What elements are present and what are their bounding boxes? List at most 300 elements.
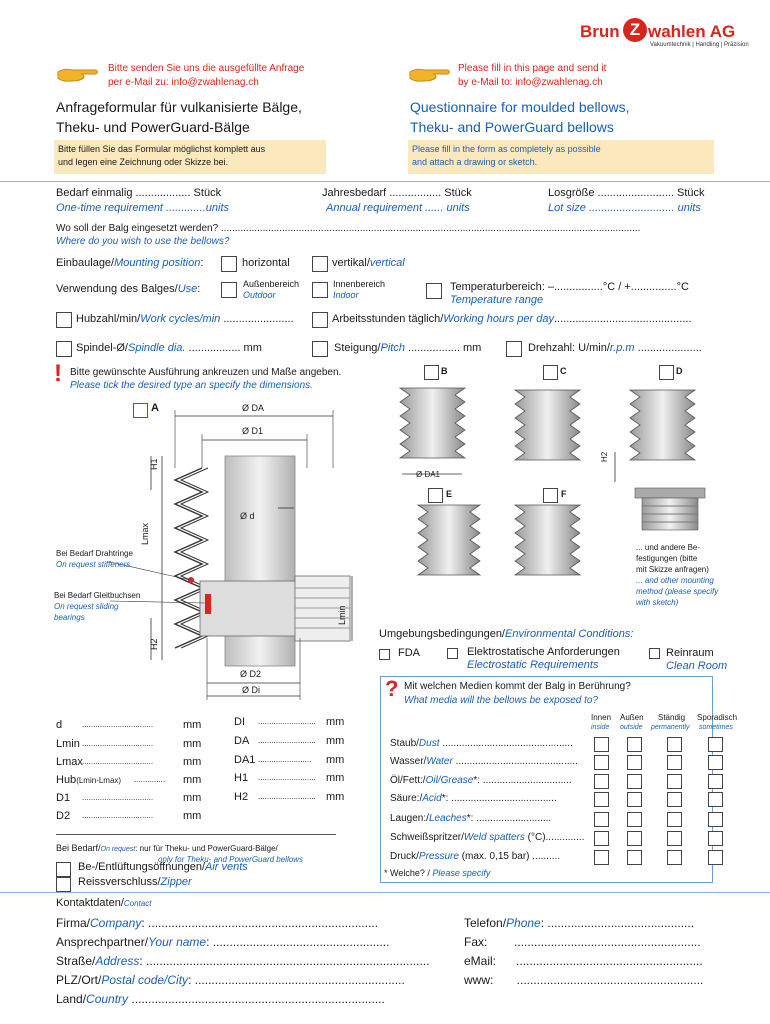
media-checkbox[interactable] [594,812,609,827]
label-de: Straße/ [56,954,96,968]
media-checkbox[interactable] [627,774,642,789]
dimension-key: D1 [56,792,71,804]
outdoor-label [243,279,299,301]
label-en: Spindle dia. [127,342,186,354]
label-de: Fax: [464,935,488,949]
dots: : ............................................................... [188,973,405,987]
bellows-e [418,505,480,575]
dimension-key: DA [234,735,250,747]
title-line-2: Theku- und PowerGuard-Bälge [56,119,250,135]
contact-field[interactable] [56,954,436,968]
dimension-key: d [56,719,63,731]
dimension-field[interactable] [56,756,206,768]
spindle-checkbox[interactable] [56,341,72,357]
label-de: Säure:/ [390,793,423,804]
label-de: Mit welchen Medien kommt der Balg in Berührung? [404,681,631,692]
label-de: Arbeitsstunden täglich/ [332,313,444,325]
vertical-label [332,257,405,269]
col-sometimes-de: Sporadisch [697,713,738,722]
dimension-key: H1 [234,772,249,784]
pointing-hand-icon [408,64,452,84]
dimension-field[interactable] [56,792,206,804]
temperature-checkbox[interactable] [426,283,442,299]
label-en: Electrostatic Requirements [467,659,599,671]
media-checkbox[interactable] [627,831,642,846]
dots: ........................................................ [493,973,704,987]
label-de: Be-/Entlüftungsöffnungen/ [78,861,206,873]
vertical-checkbox[interactable] [312,256,328,272]
colon: : [200,257,204,269]
label-de: Druck/ [390,851,419,862]
fda-label: FDA [398,647,420,659]
label-de: Jahresbedarf ................. Stück [322,187,472,199]
send-line-1: Please fill in this page and send it [458,63,607,74]
label-en: Country [86,992,129,1006]
note-de [54,140,326,174]
pitch-checkbox[interactable] [312,341,328,357]
fda-checkbox[interactable] [379,649,390,660]
label-en: Address [95,954,140,968]
note-en [408,140,714,174]
dimension-field[interactable] [234,772,354,784]
dimension-unit: mm [326,716,345,728]
label-de: Bedarf einmalig .................. Stück [56,187,222,199]
label-de: Bei Bedarf Drahtringe [56,549,133,558]
other-mounting-note [636,542,718,608]
col-permanent-de: Ständig [658,713,686,722]
label-en: Your name [148,935,207,949]
col-sometimes-en: sometimes [699,724,733,731]
label-de: Laugen:/ [390,813,429,824]
label-en: vertical [369,257,405,269]
label-en: Contact [123,899,152,908]
rest-de: : nur für Theku- und PowerGuard-Bälge/ [135,844,278,853]
label-de: Ansprechpartner/ [56,935,149,949]
media-checkbox[interactable] [708,812,723,827]
contact-field[interactable] [56,916,436,930]
contact-field[interactable] [56,992,436,1006]
dim-d2-label: Ø D2 [240,669,262,679]
type-a-label: A [151,402,159,414]
media-checkbox[interactable] [627,755,642,770]
note-line-1: Please fill in the form as completely as possible [412,144,601,154]
question-icon: ? [385,676,399,701]
label-de: Reissverschluss/ [78,876,161,888]
dimension-dots: ................................ [82,793,154,802]
dimension-dots: ................................ [82,739,154,748]
label-de: Wo soll der Balg eingesetzt werden? ....................................................................................................................................................... [56,223,641,234]
dots: ............................................ [452,756,578,767]
media-checkbox[interactable] [594,831,609,846]
dots: : ............................................ [540,916,695,930]
air-vents-label [78,861,248,873]
media-checkbox[interactable] [594,737,609,752]
label-en: Zipper [160,876,192,888]
media-checkbox[interactable] [708,755,723,770]
working-hours-field[interactable] [332,313,692,325]
dimension-dots: .......................... [258,717,316,726]
media-checkbox[interactable] [667,792,682,807]
label-en: Environmental Conditions: [505,628,634,640]
label-en: r.p.m [609,342,635,354]
label-en: Temperature range [450,294,544,306]
media-row [390,738,573,749]
dots: *: ...................................... [441,793,557,804]
dimension-dots: ................................ [82,720,154,729]
media-checkbox[interactable] [667,850,682,865]
label-de: Losgröße ......................... Stück [548,187,705,199]
dim-d1-label: Ø D1 [242,426,264,436]
label-de: Reinraum [666,647,714,659]
temperature-field[interactable] [450,281,689,307]
contact-field[interactable] [464,935,724,949]
label-de: Temperaturbereich: –................°C / +...............°C [450,281,689,293]
dimension-unit: mm [183,792,202,804]
mounting-label [56,257,203,269]
contact-field[interactable] [464,916,724,930]
bellows-b [400,388,465,474]
dimension-field[interactable] [234,716,354,728]
dimension-unit: mm [326,791,345,803]
lot-size-field[interactable] [548,186,705,216]
stiffeners-note [56,548,133,570]
media-checkbox[interactable] [708,850,723,865]
label-de: Bei Bedarf/ [56,843,101,853]
label-en: Water [426,756,453,767]
pitch-field[interactable] [334,342,481,354]
dots: : ..................................................... [206,935,390,949]
rpm-field[interactable] [528,342,702,354]
label-en: What media will the bellows be exposed to? [404,695,598,706]
rpm-checkbox[interactable] [506,341,522,357]
choose-type-note [70,366,341,392]
work-cycles-checkbox[interactable] [56,312,72,328]
dimension-field[interactable] [56,719,206,731]
title-line-2: Theku- and PowerGuard bellows [410,119,614,135]
colon: : [197,283,201,295]
label-en: Pressure [418,851,459,862]
label-de: Wasser/ [390,756,427,767]
label-en: On request [100,846,136,853]
bellows-f [515,505,580,575]
dots: ........................................................ [487,935,701,949]
media-row [390,851,560,862]
dimension-dots: ................................ [82,811,154,820]
media-row [390,756,578,767]
dimension-field[interactable] [56,774,206,786]
label-de: Öl/Fett:/ [390,775,426,786]
col-inside-de: Innen [591,713,612,722]
dimension-field[interactable] [56,810,206,822]
indoor-checkbox[interactable] [312,282,328,298]
divider [56,834,336,835]
dimension-unit: mm [183,774,202,786]
label-de: Hubzahl/min/ [76,313,141,325]
label-de: Land/ [56,992,87,1006]
label-en: Acid [422,793,442,804]
page-title-de [56,97,302,137]
media-checkbox[interactable] [594,755,609,770]
label-en: Outdoor [243,290,276,300]
label-en: Dust [418,738,440,749]
label-de-3: mit Skizze anfragen) [636,565,709,574]
dim-h2-label: H2 [149,638,159,650]
label-de: vertikal/ [332,257,370,269]
label-de: * Welche? / [384,868,430,878]
label-en-3: with sketch) [636,598,679,607]
outdoor-checkbox[interactable] [221,282,237,298]
send-instructions-de [108,62,304,90]
air-vents-checkbox[interactable] [56,862,71,877]
dots: : ..................................................................... [141,916,379,930]
label-en: Please specify [432,868,491,878]
dimension-key: DI [234,716,245,728]
label-en: Company [90,916,142,930]
type-b-label: B [441,366,448,376]
label-de: Staub/ [390,738,419,749]
zipper-checkbox[interactable] [56,877,71,892]
label-de: Firma/ [56,916,90,930]
horizontal-label: horizontal [242,257,290,269]
dots: ........................................................ [496,954,703,968]
dots: (max. 0,15 bar) .......... [458,851,561,862]
zipper-label [78,876,192,888]
dots: ................. mm [404,342,482,354]
label-de: Bei Bedarf Gleitbuchsen [54,591,141,600]
type-c-label: C [560,366,567,376]
send-line-2: per e-Mail zu: info@zwahlenag.ch [108,77,259,88]
dim-h2-b-label: H2 [600,451,609,462]
contact-field[interactable] [56,973,436,987]
dimension-unit: mm [183,756,202,768]
type-e-label: E [446,489,453,499]
label-de: Drehzahl: U/min/ [528,342,610,354]
label-en: Weld spatters [463,832,525,843]
dimension-unit: mm [183,738,202,750]
dots: ....................... [220,313,294,325]
label-en-2: bearings [54,613,85,622]
logo-z-mark: Z [623,18,647,42]
media-checkbox[interactable] [627,737,642,752]
label-en: One-time requirement .............units [56,202,230,214]
dim-da-label: Ø DA [242,403,265,413]
logo-tagline: Vakuumtechnik | Handling | Präzision [650,42,749,48]
dimension-key: D2 [56,810,71,822]
dimension-key: H2 [234,791,249,803]
media-row [390,793,557,804]
logo-text-2: wahlen AG [648,22,736,41]
dimension-sub: (Lmin-Lmax) [76,776,122,785]
send-line-2: by e-Mail to: info@zwahlenag.ch [458,77,603,88]
dimension-key: Lmax [56,756,83,768]
label-de: Innenbereich [333,279,386,289]
title-line-1: Anfrageformular für vulkanisierte Bälge, [56,99,302,115]
label-en: Phone [506,916,541,930]
media-checkbox[interactable] [708,792,723,807]
working-hours-checkbox[interactable] [312,312,328,328]
one-time-field[interactable] [56,186,229,216]
media-row [390,775,572,786]
dimension-field[interactable] [234,735,354,747]
type-d-label: D [676,366,683,376]
env-title [379,628,633,640]
use-label [56,283,200,295]
media-checkbox[interactable] [667,831,682,846]
send-instructions-en [458,62,606,90]
label-en: Mounting position [114,257,201,269]
dots: ............................................................................ [128,992,385,1006]
label-en: Lot size ............................ units [548,202,701,214]
media-checkbox[interactable] [708,831,723,846]
dots: ................. mm [185,342,262,354]
contact-field[interactable] [464,954,724,968]
dimension-key: Hub [56,774,77,786]
media-checkbox[interactable] [594,774,609,789]
dimension-dots: .......................... [258,792,316,801]
media-checkbox[interactable] [627,812,642,827]
dimension-dots: ........................ [258,755,312,764]
cleanroom-label [666,647,727,673]
dots: *: ........................... [466,813,552,824]
media-question [404,680,631,708]
media-row [390,813,551,824]
label-en: Indoor [333,290,359,300]
esd-checkbox[interactable] [447,648,458,659]
label-en: Working hours per day [443,313,554,325]
indoor-label [333,279,385,301]
media-checkbox[interactable] [667,755,682,770]
dimension-field[interactable] [56,738,206,750]
dimension-field[interactable] [234,754,354,766]
contact-field[interactable] [464,973,724,987]
dimension-dots: .......................... [258,773,316,782]
dimension-unit: mm [183,719,202,731]
label-de: Bitte gewünschte Ausführung ankreuzen und Maße angeben. [70,367,342,378]
pointing-hand-icon [56,64,100,84]
sliding-bearings-note [54,590,140,623]
bellows-d [615,390,695,482]
note-line-2: and attach a drawing or sketch. [412,157,538,167]
type-f-label: F [561,489,567,499]
bellows-other [635,488,705,530]
label-en: Use [177,283,198,295]
col-outside-de: Außen [620,713,644,722]
dots: (°C).............. [524,832,585,843]
media-checkbox[interactable] [594,792,609,807]
label-en: Pitch [380,342,405,354]
spindle-field[interactable] [76,342,262,354]
media-checkbox[interactable] [667,812,682,827]
dimension-key: Lmin [56,738,80,750]
col-inside-en: inside [591,724,610,731]
dim-da1-label: Ø DA1 [416,470,441,479]
label-de: Einbaulage/ [56,257,115,269]
dimension-unit: mm [183,810,202,822]
media-checkbox[interactable] [627,850,642,865]
media-checkbox[interactable] [667,774,682,789]
dimension-dots: .......................... [258,736,316,745]
type-c-checkbox[interactable] [543,365,558,380]
dimension-key: DA1 [234,754,256,766]
label-en: Where do you wish to use the bellows? [56,236,230,247]
title-line-1: Questionnaire for moulded bellows, [410,99,630,115]
logo-text-1: Brun [580,22,620,41]
contact-title [56,897,151,909]
dots: : ..................................................................................... [139,954,430,968]
label-de: www: [464,973,494,987]
dim-d-label: Ø d [240,511,255,521]
label-de-1: ... und andere Be- [636,543,701,552]
dots: ............................................... [439,738,573,749]
dimension-unit: mm [326,772,345,784]
bellows-c [515,390,580,460]
rest-en: only for Theku- and PowerGuard bellows [158,855,303,864]
contact-field[interactable] [56,935,436,949]
label-de: Außenbereich [243,279,300,289]
divider [0,892,770,893]
label-de: Kontaktdaten/ [56,897,124,909]
dimension-dots: .............. [134,775,166,784]
media-checkbox[interactable] [708,737,723,752]
dimension-field[interactable] [234,791,354,803]
label-de: Elektrostatische Anforderungen [467,646,620,658]
label-en: Work cycles/min [140,313,221,325]
label-en: Postal code/City [101,973,189,987]
label-de: PLZ/Ort/ [56,973,102,987]
label-en-1: On request sliding [54,602,119,611]
where-field[interactable] [56,222,716,248]
dim-h1-label: H1 [149,458,159,470]
label-en-2: method (please specify [636,587,719,596]
label-de: Umgebungsbedingungen/ [379,628,505,640]
label-de: Schweißspritzer/ [390,832,464,843]
divider [0,181,770,182]
col-outside-en: outside [620,724,643,731]
media-checkbox[interactable] [667,737,682,752]
label-de: Telefon/ [464,916,507,930]
label-de: Verwendung des Balges/ [56,283,178,295]
label-en: Please tick the desired type an specify the dimensions. [70,380,313,391]
annual-field[interactable] [322,186,472,216]
label-en: Air vents [205,861,248,873]
label-en: On request stiffeners [56,560,131,569]
type-b-checkbox[interactable] [424,365,439,380]
media-checkbox[interactable] [594,850,609,865]
dimension-unit: mm [326,754,345,766]
page-title-en [410,97,629,137]
label-en: Clean Room [666,660,728,672]
media-checkbox[interactable] [627,792,642,807]
dimension-unit: mm [326,735,345,747]
work-cycles-field[interactable] [76,313,294,325]
cleanroom-checkbox[interactable] [649,648,660,659]
label-de: Spindel-Ø/ [76,342,128,354]
horizontal-checkbox[interactable] [221,256,237,272]
media-footnote [384,868,490,878]
media-checkbox[interactable] [708,774,723,789]
note-line-2: und legen eine Zeichnung oder Skizze bei. [58,157,229,167]
dots: ..................... [634,342,702,354]
label-en: Oil/Grease [425,775,474,786]
dim-lmax-label: Lmax [140,522,150,545]
logo [580,18,770,54]
send-line-1: Bitte senden Sie uns die ausgefüllte Anfrage [108,63,305,74]
type-d-checkbox[interactable] [659,365,674,380]
dots: *: ................................ [473,775,572,786]
label-de: Steigung/ [334,342,381,354]
label-en: Annual requirement ...... units [326,202,470,214]
dots: ............................................. [553,313,692,325]
